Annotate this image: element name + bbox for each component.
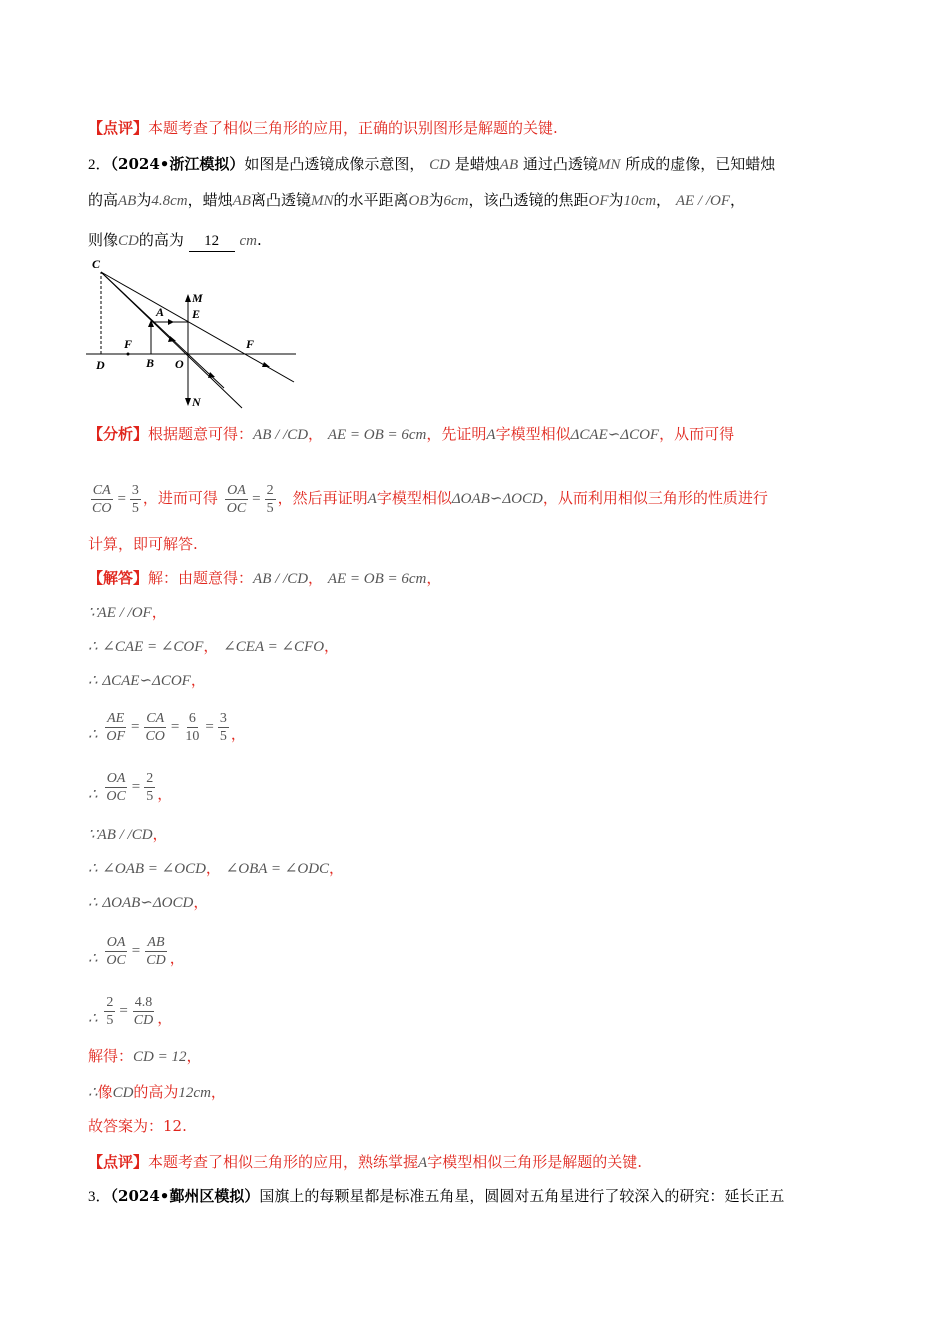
ray-arrow bbox=[262, 362, 270, 367]
eq: = bbox=[131, 779, 141, 795]
label-b: B bbox=[146, 356, 155, 370]
text: 本题考查了相似三角形的应用，熟练掌握 bbox=[148, 1153, 419, 1171]
comment-2 bbox=[88, 1152, 642, 1173]
num: OA bbox=[106, 770, 126, 786]
text: 字模型相似 bbox=[495, 425, 571, 443]
den: 5 bbox=[106, 1012, 114, 1028]
math: ΔCAE∽ΔCOF bbox=[102, 673, 191, 689]
therefore-symbol: ∴ bbox=[88, 895, 98, 911]
solution-line-3 bbox=[88, 636, 339, 657]
fraction bbox=[132, 994, 155, 1029]
num: CA bbox=[146, 710, 165, 726]
text: ，该凸透镜的焦距 bbox=[468, 191, 589, 209]
solution-tag: 【解答】 bbox=[88, 569, 149, 587]
math: AB / /CD bbox=[253, 571, 309, 587]
eq: = bbox=[117, 491, 126, 507]
fraction bbox=[218, 710, 229, 745]
math-cd: CD bbox=[118, 233, 139, 249]
text: ， bbox=[324, 637, 340, 655]
eq: = bbox=[131, 943, 141, 959]
fraction bbox=[225, 482, 248, 517]
text: 为 bbox=[428, 191, 444, 209]
num: OA bbox=[227, 482, 246, 498]
question-text: 国旗上的每颗星都是标准五角星，圆圆对五角星进行了较深入的研究：延长正五 bbox=[259, 1187, 785, 1205]
therefore-symbol: ∴ bbox=[88, 1085, 98, 1101]
math: ∠OBA = ∠ODC bbox=[225, 861, 330, 877]
math: ∠OAB = ∠OCD bbox=[102, 861, 206, 877]
comment-tag: 【点评】 bbox=[88, 1153, 149, 1171]
text: 解得： bbox=[88, 1047, 134, 1065]
math: ∠CAE = ∠COF bbox=[102, 639, 204, 655]
den: CO bbox=[145, 728, 165, 744]
math-focal: 10cm bbox=[623, 193, 657, 209]
text: 通过凸透镜 bbox=[522, 155, 598, 173]
analysis-line-3 bbox=[88, 534, 198, 554]
text: ， bbox=[151, 603, 167, 621]
label-e: E bbox=[192, 307, 201, 321]
solution-line-13 bbox=[88, 1082, 226, 1103]
fraction bbox=[130, 482, 141, 517]
text: ， bbox=[308, 425, 324, 443]
text: ，先证明 bbox=[426, 425, 487, 443]
focal-point-left bbox=[127, 353, 130, 356]
lens-arrow-top bbox=[185, 294, 191, 302]
label-m: M bbox=[192, 291, 203, 305]
therefore-symbol: ∴ bbox=[88, 639, 98, 655]
text: ， bbox=[193, 893, 209, 911]
math: ΔCAE∽ΔCOF bbox=[570, 427, 660, 443]
num: 2 bbox=[106, 994, 114, 1010]
text: ，从而利用相似三角形的性质进行 bbox=[542, 489, 768, 507]
question-2-line-1 bbox=[88, 154, 775, 175]
den: CD bbox=[133, 1012, 154, 1028]
math: AE = OB = 6cm bbox=[327, 427, 427, 443]
question-3 bbox=[88, 1186, 784, 1207]
math-distance: 6cm bbox=[443, 193, 469, 209]
solution-line-6 bbox=[88, 766, 172, 815]
question-2-line-2 bbox=[88, 190, 745, 211]
math: ΔOAB∽ΔOCD bbox=[102, 895, 194, 911]
text: 的高为 bbox=[133, 1083, 179, 1101]
comment-tag: 【点评】 bbox=[88, 119, 149, 137]
label-o: O bbox=[175, 357, 184, 371]
text: ，蜡烛 bbox=[187, 191, 233, 209]
lens-diagram bbox=[82, 256, 302, 414]
den: 5 bbox=[219, 728, 227, 744]
text: 的高 bbox=[88, 191, 119, 209]
fraction bbox=[144, 934, 167, 969]
text: 离凸透镜 bbox=[250, 191, 311, 209]
num: 2 bbox=[266, 482, 274, 498]
question-source: （2024•鄞州区模拟） bbox=[110, 1187, 260, 1205]
text: 解：由题意得： bbox=[148, 569, 254, 587]
math-parallel: AE / /OF bbox=[675, 193, 730, 209]
math-ob: OB bbox=[408, 193, 429, 209]
question-number: 3． bbox=[88, 1189, 111, 1205]
text: ， bbox=[329, 859, 345, 877]
eq: = bbox=[131, 719, 140, 735]
den: 5 bbox=[131, 500, 139, 516]
text: 是蜡烛 bbox=[454, 155, 500, 173]
solution-line-9 bbox=[88, 892, 208, 913]
text: 根据题意可得： bbox=[148, 425, 254, 443]
fraction bbox=[104, 710, 127, 745]
fraction bbox=[90, 482, 113, 517]
question-source: （2024•浙江模拟） bbox=[110, 155, 245, 173]
math: A bbox=[367, 491, 377, 507]
text: ， bbox=[186, 1047, 202, 1065]
text: ，进而可得 bbox=[142, 489, 218, 507]
solution-line-8 bbox=[88, 858, 344, 879]
solution-line-4 bbox=[88, 670, 206, 691]
math: A bbox=[486, 427, 496, 443]
text: 的水平距离 bbox=[333, 191, 409, 209]
comment-text: 本题考查了相似三角形的应用，正确的识别图形是解题的关键. bbox=[148, 119, 558, 137]
text: ， bbox=[205, 859, 221, 877]
question-2-line-3 bbox=[88, 230, 262, 252]
math: CD bbox=[112, 1085, 134, 1101]
math: AE / /OF bbox=[97, 605, 152, 621]
because-symbol: ∵ bbox=[88, 827, 98, 843]
text: 为 bbox=[136, 191, 152, 209]
num: OA bbox=[106, 934, 126, 950]
text: 像 bbox=[97, 1083, 113, 1101]
eq: = bbox=[119, 1003, 128, 1019]
solution-line-2 bbox=[88, 602, 167, 623]
text: 计算，即可解答. bbox=[88, 535, 198, 553]
solution-line-10 bbox=[88, 930, 185, 979]
solution-final bbox=[88, 1116, 187, 1136]
analysis-tag: 【分析】 bbox=[88, 425, 149, 443]
math: AB / /CD bbox=[97, 827, 153, 843]
fraction bbox=[104, 770, 127, 805]
lens-arrow-bottom bbox=[185, 398, 191, 406]
den: OC bbox=[226, 500, 247, 516]
answer-blank: 12 bbox=[189, 231, 235, 252]
den: OF bbox=[106, 728, 125, 744]
therefore-symbol: ∴ bbox=[88, 861, 98, 877]
solution-line-1 bbox=[88, 568, 441, 589]
text: 字模型相似三角形是解题的关键. bbox=[427, 1153, 642, 1171]
math-ab: AB bbox=[499, 157, 519, 173]
label-a: A bbox=[156, 305, 165, 319]
fraction bbox=[104, 994, 115, 1029]
fraction bbox=[144, 770, 155, 805]
math-unit: cm bbox=[239, 233, 257, 249]
therefore-symbol: ∴ bbox=[88, 787, 98, 803]
label-f-right: F bbox=[246, 337, 255, 351]
label-c: C bbox=[92, 257, 101, 271]
ray-arrow bbox=[208, 372, 215, 378]
math-ab: AB bbox=[118, 193, 137, 209]
therefore-symbol: ∴ bbox=[88, 673, 98, 689]
text: ， bbox=[157, 785, 173, 803]
solution-line-7 bbox=[88, 824, 168, 845]
fraction bbox=[183, 710, 201, 745]
math-of: OF bbox=[588, 193, 609, 209]
math-mn: MN bbox=[310, 193, 334, 209]
math: AE = OB = 6cm bbox=[327, 571, 427, 587]
label-n: N bbox=[192, 395, 201, 409]
num: 3 bbox=[131, 482, 139, 498]
analysis-line-2 bbox=[88, 478, 768, 519]
math: A bbox=[418, 1155, 428, 1171]
den: 5 bbox=[266, 500, 274, 516]
eq: = bbox=[252, 491, 261, 507]
fraction bbox=[104, 934, 127, 969]
eq: = bbox=[170, 719, 180, 735]
text: ， bbox=[210, 1083, 226, 1101]
because-symbol: ∵ bbox=[88, 605, 98, 621]
text: ， bbox=[157, 1009, 173, 1027]
analysis-line-1 bbox=[88, 424, 734, 445]
comment-1 bbox=[88, 118, 558, 138]
text: 所成的虚像，已知蜡烛 bbox=[625, 155, 776, 173]
text: ，从而可得 bbox=[659, 425, 735, 443]
solution-line-11 bbox=[88, 990, 172, 1039]
therefore-symbol: ∴ bbox=[88, 951, 98, 967]
label-f-left: F bbox=[124, 337, 133, 351]
text: 字模型相似 bbox=[376, 489, 452, 507]
text: ， bbox=[169, 949, 185, 967]
therefore-symbol: ∴ bbox=[88, 1011, 98, 1027]
den: CD bbox=[146, 952, 166, 968]
text: ， bbox=[190, 671, 206, 689]
text: ， bbox=[230, 725, 246, 743]
final-answer: 故答案为：12. bbox=[88, 1117, 187, 1135]
text: ， bbox=[152, 825, 168, 843]
text: ， bbox=[308, 569, 324, 587]
question-number: 2． bbox=[88, 157, 111, 173]
fraction bbox=[265, 482, 276, 517]
den: OC bbox=[106, 788, 126, 804]
text: . bbox=[256, 231, 262, 249]
den: 5 bbox=[146, 788, 154, 804]
math: ∠CEA = ∠CFO bbox=[223, 639, 325, 655]
solution-line-12 bbox=[88, 1046, 202, 1067]
math: 12cm bbox=[178, 1085, 211, 1101]
fraction bbox=[143, 710, 166, 745]
text: 的高为 bbox=[138, 231, 184, 249]
math: AB / /CD bbox=[253, 427, 309, 443]
text: ， bbox=[729, 191, 745, 209]
math-height: 4.8cm bbox=[151, 193, 188, 209]
math-cd: CD bbox=[429, 157, 450, 173]
label-d: D bbox=[96, 358, 105, 372]
num: 6 bbox=[188, 710, 196, 726]
den: OC bbox=[106, 952, 126, 968]
math-mn: MN bbox=[597, 157, 621, 173]
num: 2 bbox=[146, 770, 154, 786]
text: ，然后再证明 bbox=[277, 489, 368, 507]
therefore-symbol: ∴ bbox=[88, 727, 98, 743]
num: AB bbox=[147, 934, 165, 950]
text: ， bbox=[203, 637, 219, 655]
ray-arrow bbox=[168, 319, 174, 325]
den: CO bbox=[92, 500, 112, 516]
text: 则像 bbox=[88, 231, 119, 249]
math: CD = 12 bbox=[133, 1049, 187, 1065]
math-ab: AB bbox=[232, 193, 251, 209]
text: 如图是凸透镜成像示意图， bbox=[244, 155, 425, 173]
num: CA bbox=[92, 482, 111, 498]
text: ， bbox=[426, 569, 442, 587]
num: AE bbox=[107, 710, 125, 726]
den: 10 bbox=[185, 728, 200, 744]
eq: = bbox=[205, 719, 214, 735]
text: ， bbox=[656, 191, 672, 209]
num: 3 bbox=[219, 710, 227, 726]
num: 4.8 bbox=[134, 994, 153, 1010]
math: ΔOAB∽ΔOCD bbox=[451, 491, 543, 507]
solution-line-5 bbox=[88, 706, 246, 755]
text: 为 bbox=[608, 191, 624, 209]
